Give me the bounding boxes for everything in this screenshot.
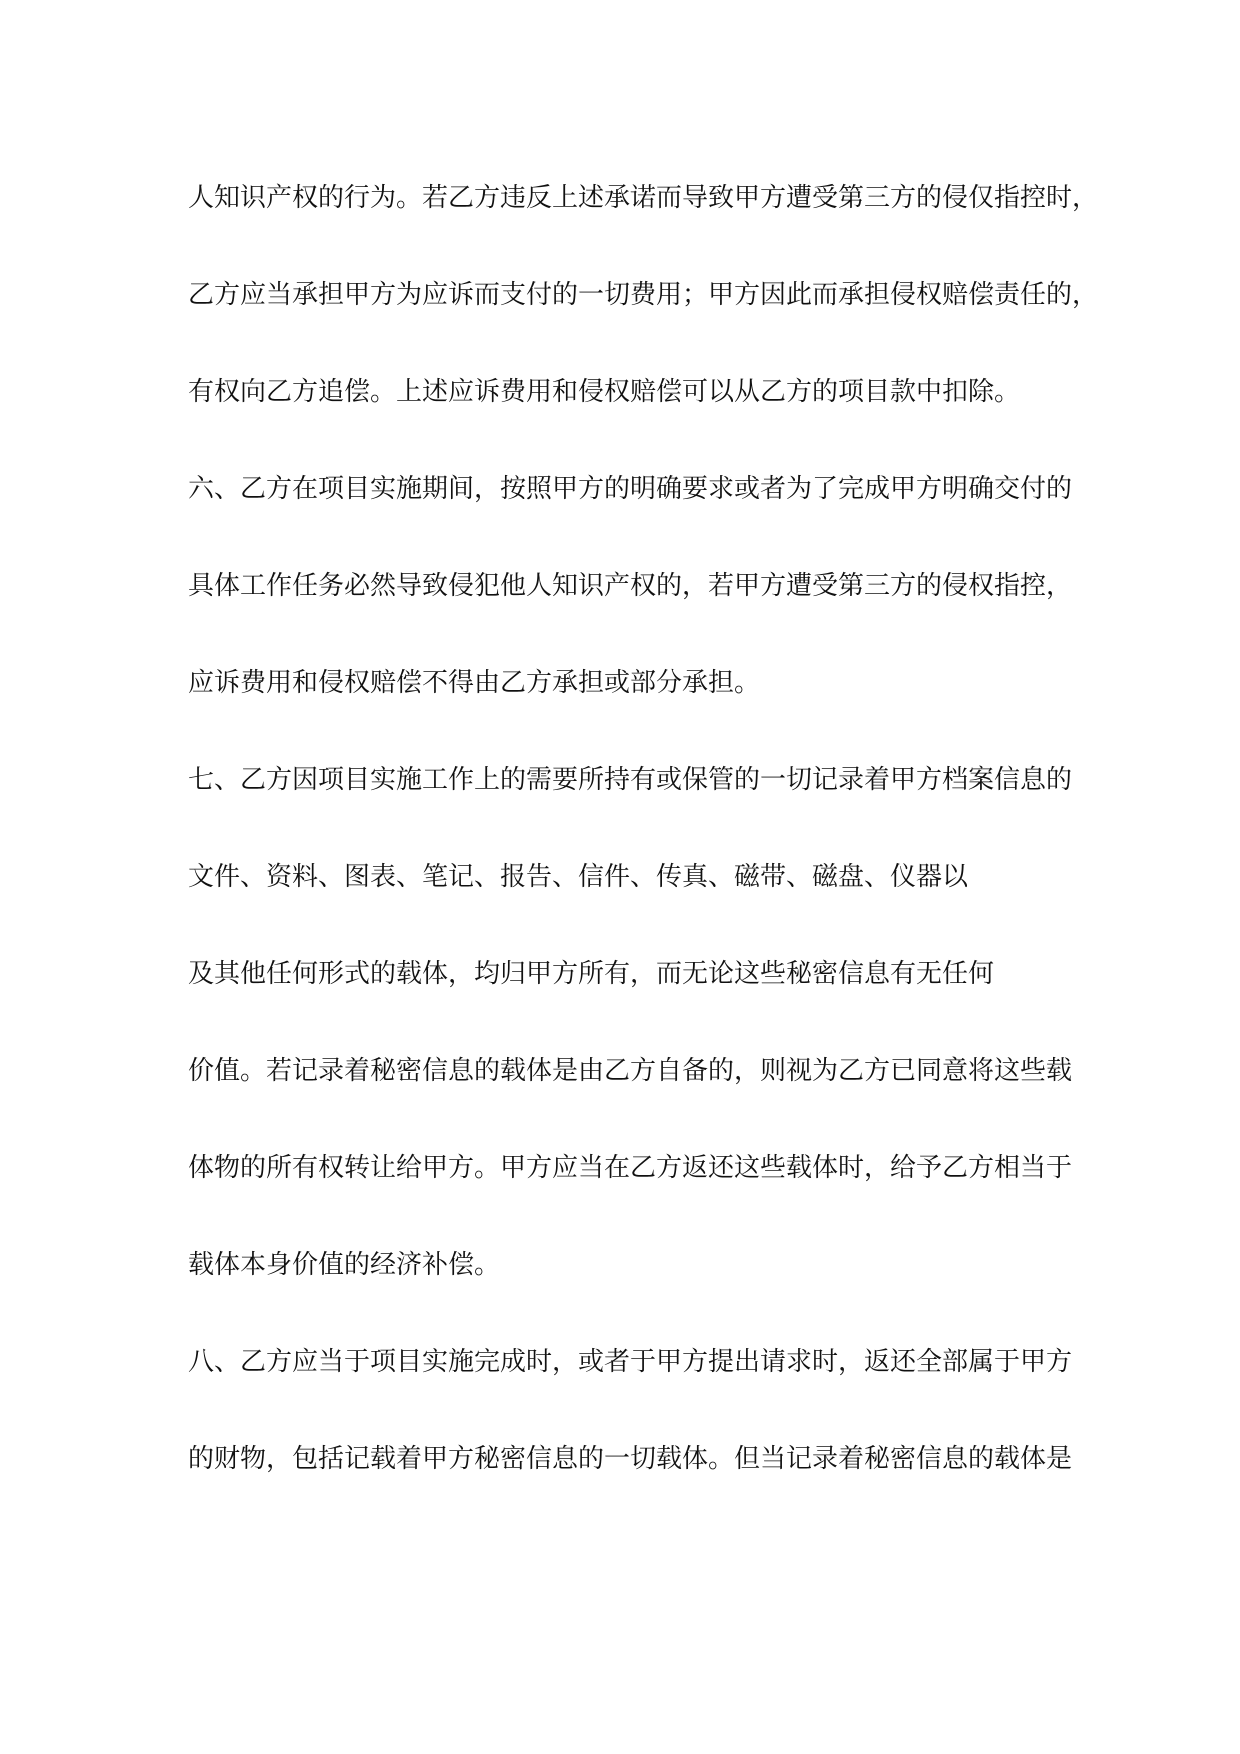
text-line: 八、乙方应当于项目实施完成时，或者于甲方提出请求时，返还全部属于甲方: [188, 1347, 1073, 1377]
text-line: 价值。若记录着秘密信息的载体是由乙方自备的，则视为乙方已同意将这些载: [188, 1056, 1073, 1086]
text-line: 有权向乙方追偿。上述应诉费用和侵权赔偿可以从乙方的项目款中扣除。: [188, 377, 1021, 407]
text-line: 的财物，包括记载着甲方秘密信息的一切载体。但当记录着秘密信息的载体是: [188, 1444, 1073, 1474]
text-line: 七、乙方因项目实施工作上的需要所持有或保管的一切记录着甲方档案信息的: [188, 765, 1073, 795]
text-line: 六、乙方在项目实施期间，按照甲方的明确要求或者为了完成甲方明确交付的: [188, 474, 1073, 504]
text-line: 应诉费用和侵权赔偿不得由乙方承担或部分承担。: [188, 668, 761, 698]
text-line: 载体本身价值的经济补偿。: [188, 1250, 501, 1280]
text-line: 及其他任何形式的载体，均归甲方所有，而无论这些秘密信息有无任何: [188, 959, 995, 989]
text-line: 乙方应当承担甲方为应诉而支付的一切费用；甲方因此而承担侵权赔偿责任的，: [188, 280, 1099, 310]
text-line: 体物的所有权转让给甲方。甲方应当在乙方返还这些载体时，给予乙方相当于: [188, 1153, 1073, 1183]
text-line: 具体工作任务必然导致侵犯他人知识产权的，若甲方遭受第三方的侵权指控，: [188, 571, 1073, 601]
text-line: 文件、资料、图表、笔记、报告、信件、传真、磁带、磁盘、仪器以: [188, 862, 969, 892]
text-line: 人知识产权的行为。若乙方违反上述承诺而导致甲方遭受第三方的侵仅指控时，: [188, 183, 1099, 213]
